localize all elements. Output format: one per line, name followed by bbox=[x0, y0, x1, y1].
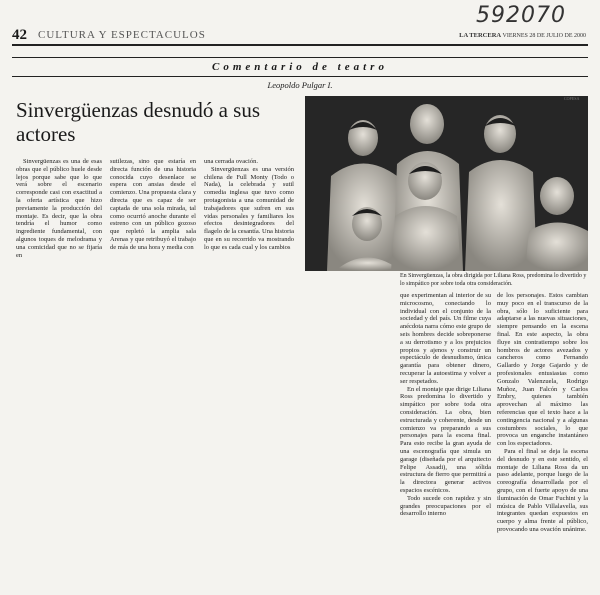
kicker-rule-bottom bbox=[12, 76, 588, 77]
handwritten-stamp: 592070 bbox=[476, 3, 566, 28]
article-column-3 bbox=[204, 158, 294, 252]
page-number: 42 bbox=[12, 27, 27, 43]
paragraph: En el montaje que dirige Liliana Ross predomina lo divertido y simpático por sobre toda otra consideración. La obra, bien estructurada y coherente, desde un comienzo va preparando a sus personajes para la escena final. Para esto recibe la gran ayuda de una escenografía que simula un garage (diseñada por el arquitecto Felipe Assadi), una sólida estructura de fierro que permitirá a la directora generar activos espacios escénicos. bbox=[400, 385, 491, 494]
paragraph: sutilezas, sino que estaría en directa función de una historia conocida cuyo desenlace se espera con ansias desde el comienzo. Una propuesta clara y directa que es capaz de ser captada de una sola mirada, tal como ocurrió anoche durante el estreno con un público gozoso que repletó la amplia sala Arenas y que retribuyó el trabajo de más de una hora y media con bbox=[110, 158, 196, 251]
paragraph: que experimentan al interior de su microcosmo, conectando lo individual con el conjunto de la sociedad y del país. Un filme cuya anécdota narra cómo este grupo de seis hombres decide sobreponerse a su derrotismo y a los prejuicios propios y ajenos y construir un espectáculo de desnudismo, única garantía para obtener dinero, recuperar la autoestima y volver a ser respetados. bbox=[400, 292, 491, 385]
byline: Leopoldo Pulgar I. bbox=[267, 80, 333, 90]
photo-credit: COPESA bbox=[564, 96, 580, 101]
headline: Sinvergüenzas desnudó a sus actores bbox=[16, 98, 260, 146]
section-title: CULTURA Y ESPECTACULOS bbox=[38, 29, 206, 41]
paragraph: una cerrada ovación. bbox=[204, 158, 258, 165]
article-column-1 bbox=[16, 158, 102, 259]
kicker-rule-top bbox=[12, 57, 588, 58]
paragraph: Sinvergüenzas es una de esas obras que el público huele desde lejos porque sabe que lo que verá sobre el escenario corresponde casi con exactitud a la oferta artística que hizo previamente la producción del montaje. Es decir, que la obra tendría el humor como ingrediente fundamental, con algunos toques de melodrama y una comicidad que no se fijaría en bbox=[16, 158, 102, 259]
issue-date: VIERNES 28 DE JULIO DE 2000 bbox=[502, 33, 586, 39]
dateline bbox=[459, 32, 586, 39]
paragraph: Para el final se deja la escena del desnudo y en este sentido, el montaje de Liliana Ross da un paso adelante, porque luego de la coreografía desarrollada por el grupo, con el fuerte apoyo de una iluminación de Omar Fuchini y la música de Pablo Villalavella, sus integrantes quedan expuestos en cuerpo y alma frente al público, provocando una ovación unánime. bbox=[497, 447, 588, 533]
cast-photo bbox=[305, 96, 588, 271]
kicker: Comentario de teatro bbox=[212, 61, 388, 73]
cast-photo-image bbox=[305, 96, 588, 271]
header-rule bbox=[12, 44, 588, 46]
paper-name: LA TERCERA bbox=[459, 32, 502, 39]
photo-caption: En Sinvergüenzas, la obra dirigida por Liliana Ross, predomina lo divertido y lo simpático por sobre toda otra consideración. bbox=[400, 273, 587, 287]
article-column-2 bbox=[110, 158, 196, 252]
paragraph: Sinvergüenzas es una versión chilena de Full Monty (Todo o Nada), la celebrada y sutil comedia inglesa que tuvo como protagonista a una comunidad de trabajadores que sufren en sus vidas personales y familiares los efectos desintegradores del flagelo de la cesantía. Una historia que en su recorrido va mostrando lo que es cada cual y los cambios bbox=[204, 165, 294, 251]
article-column-5 bbox=[497, 292, 588, 534]
article-column-4 bbox=[400, 292, 491, 518]
paragraph: de los personajes. Estos cambian muy poco en el transcurso de la obra, sólo lo suficiente para adaptarse a las nuevas situaciones, siempre pensando en la escena final. En este aspecto, la obra fluye sin contratiempo sobre los hombros de actores avezados y cancheros como Fernando Gallardo y Jorge Gajardo y de profesionales entusiastas como Gonzalo Valenzuela, Rodrigo Muñoz, Juan Falcón y Carlos Embry, quienes también aprovechan al máximo las referencias que el texto hace a la contingencia nacional y a algunas costumbres sociales, lo que provoca un enganche instantáneo con los espectadores. bbox=[497, 292, 588, 448]
paragraph: Todo sucede con rapidez y sin grandes preocupaciones por el desarrollo interno bbox=[400, 494, 491, 518]
